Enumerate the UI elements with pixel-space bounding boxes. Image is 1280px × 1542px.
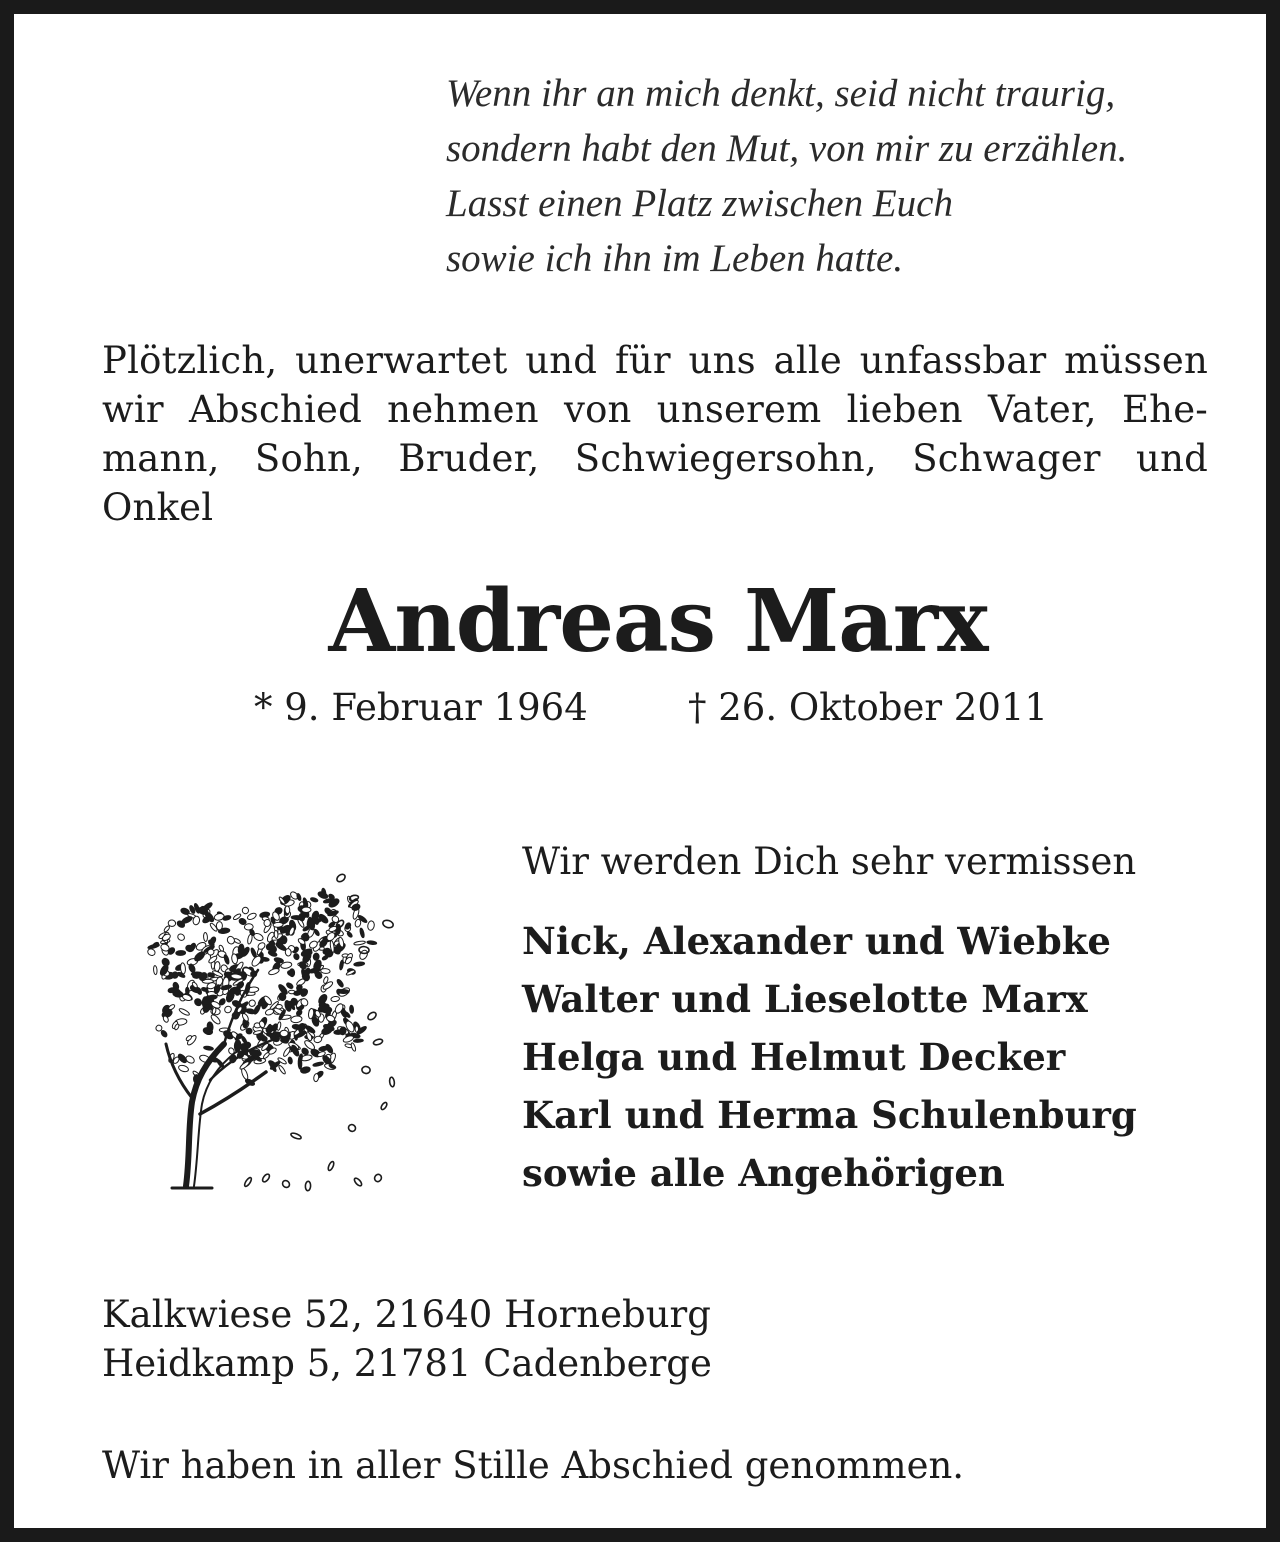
mourner-name: Helga und Helmut Decker — [522, 1035, 1066, 1079]
deceased-name: Andreas Marx — [328, 571, 988, 672]
mourners-list — [522, 912, 1137, 1202]
poem-line: sowie ich ihn im Leben hatte. — [446, 237, 904, 280]
intro-line: Onkel — [102, 486, 214, 529]
poem-line: Lasst einen Platz zwischen Euch — [446, 182, 953, 225]
mourner-name: Nick, Alexander und Wiebke — [522, 919, 1111, 963]
closing-text: Wir haben in aller Stille Abschied genommen. — [102, 1444, 965, 1487]
poem-line: sondern habt den Mut, von mir zu erzählen. — [446, 127, 1128, 170]
mourners-intro: Wir werden Dich sehr vermissen — [522, 840, 1137, 883]
death-date: † 26. Oktober 2011 — [688, 686, 1048, 729]
poem — [446, 66, 1127, 286]
mourner-name: Karl und Herma Schulenburg — [522, 1093, 1137, 1137]
windblown-tree-icon — [126, 866, 406, 1196]
intro-line: Plötzlich, unerwartet und für uns alle unfassbar müssen — [102, 339, 1208, 382]
mourner-name: sowie alle Angehörigen — [522, 1151, 1005, 1195]
intro-line: wir Abschied nehmen von unserem lieben Vater, Ehe- — [102, 388, 1208, 431]
address-block — [102, 1290, 712, 1388]
poem-line: Wenn ihr an mich denkt, seid nicht traurig, — [446, 72, 1116, 115]
address-line: Heidkamp 5, 21781 Cadenberge — [102, 1342, 712, 1385]
intro-text — [102, 336, 1208, 532]
address-line: Kalkwiese 52, 21640 Horneburg — [102, 1293, 711, 1336]
birth-date: * 9. Februar 1964 — [254, 686, 588, 729]
intro-line: mann, Sohn, Bruder, Schwiegersohn, Schwager und — [102, 437, 1208, 480]
mourner-name: Walter und Lieselotte Marx — [522, 977, 1088, 1021]
